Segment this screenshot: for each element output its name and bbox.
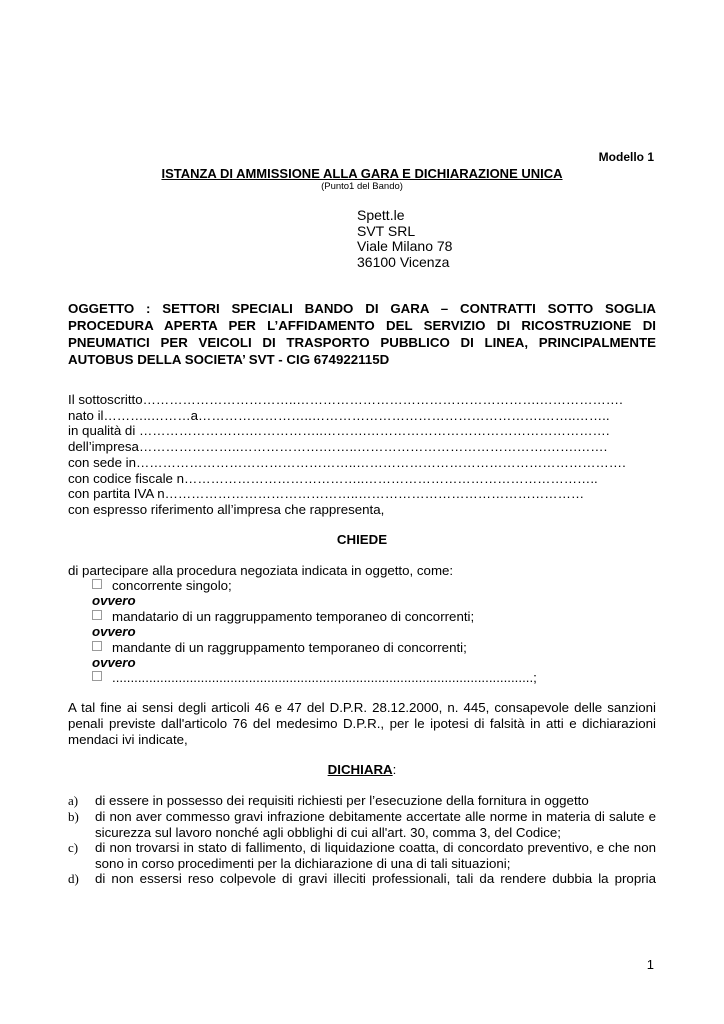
ovvero-label: ovvero — [92, 624, 136, 639]
checkbox-icon[interactable] — [92, 579, 102, 589]
dichiara-colon: : — [392, 762, 397, 777]
field-riferimento: con espresso riferimento all’impresa che rappresenta, — [68, 502, 385, 517]
option-label: mandante di un raggruppamento temporaneo di concorrenti; — [112, 640, 467, 655]
recipient-salutation: Spett.le — [357, 207, 405, 223]
ovvero-label: ovvero — [92, 593, 136, 608]
item-text: di non essersi reso colpevole di gravi illeciti professionali, tali da rendere dubbia la propria — [95, 871, 656, 886]
field-qualita: in qualità di …………………….……………..……….………………………………………………. — [68, 423, 610, 438]
subject-paragraph: OGGETTO : SETTORI SPECIALI BANDO DI GARA – CONTRATTI SOTTO SOGLIA PROCEDURA APERTA PER L’AFFIDAMENTO DEL SERVIZIO DI RICOSTRUZIONE DI PNEUMATICI PER VEICOLI DI TRASPORTO PUBBLICO DI LINEA, PRINCIPALMENTE AUTOBUS DELLA SOCIETA’ SVT - CIG 674922115D — [68, 301, 656, 367]
option-mandante[interactable] — [92, 640, 467, 656]
recipient-city: 36100 Vicenza — [357, 254, 450, 270]
field-partita-iva: con partita IVA n……………………………………..…………………………………………… — [68, 486, 585, 501]
recipient-street: Viale Milano 78 — [357, 238, 453, 254]
ovvero-label: ovvero — [92, 655, 136, 670]
checkbox-icon[interactable] — [92, 671, 102, 681]
premessa-paragraph: A tal fine ai sensi degli articoli 46 e 47 del D.P.R. 28.12.2000, n. 445, consapevole delle sanzioni penali previste dall'articolo 76 del medesimo D.P.R., per le ipotesi di falsità in atti e dichiarazioni mendaci ivi indicate, — [68, 700, 656, 747]
field-impresa: dell’impresa…………………..……………….……..…………………………………….…….……. — [68, 439, 608, 454]
chiede-heading: CHIEDE — [336, 532, 388, 547]
document-subtitle: (Punto1 del Bando) — [321, 181, 403, 192]
item-letter: b) — [68, 809, 79, 824]
option-label: concorrente singolo; — [112, 578, 232, 593]
field-codice-fiscale: con codice fiscale n…………………………………..…………………………………………….. — [68, 471, 598, 486]
option-label: ..................................................................................................................; — [112, 670, 537, 685]
item-letter: a) — [68, 793, 79, 808]
option-altro[interactable] — [92, 670, 537, 686]
field-sottoscritto: Il sottoscritto……………………………..……………………………………………….………………. — [68, 392, 623, 407]
page-number: 1 — [646, 957, 654, 972]
item-text: di essere in possesso dei requisiti richiesti per l’esecuzione della fornitura in oggetto — [95, 793, 589, 808]
checkbox-icon[interactable] — [92, 641, 102, 651]
checkbox-icon[interactable] — [92, 610, 102, 620]
chiede-intro: di partecipare alla procedura negoziata indicata in oggetto, come: — [68, 563, 454, 578]
model-label: Modello 1 — [598, 150, 654, 164]
field-sede: con sede in…………………………………………..……………………………………………………. — [68, 455, 626, 470]
option-label: mandatario di un raggruppamento temporaneo di concorrenti; — [112, 609, 475, 624]
dichiara-heading — [0, 762, 724, 777]
recipient-company: SVT SRL — [357, 223, 416, 239]
item-text: di non aver commesso gravi infrazione debitamente accertate alle norme in materia di salute e sicurezza sul lavoro nonché agli obblighi di cui all'art. 30, comma 3, del Codice; — [95, 809, 656, 840]
document-title: ISTANZA DI AMMISSIONE ALLA GARA E DICHIARAZIONE UNICA — [161, 166, 563, 181]
item-letter: d) — [68, 871, 79, 886]
field-nato: nato il………..………a……………………..…………………………………………….……..…….. — [68, 408, 610, 423]
dichiara-label: DICHIARA — [327, 762, 393, 777]
option-concorrente-singolo[interactable] — [92, 578, 232, 594]
item-letter: c) — [68, 840, 79, 855]
item-text: di non trovarsi in stato di fallimento, di liquidazione coatta, di concordato preventivo, e che non sono in corso procedimenti per la dichiarazione di una di tali situazioni; — [95, 840, 656, 871]
option-mandatario[interactable] — [92, 609, 474, 625]
